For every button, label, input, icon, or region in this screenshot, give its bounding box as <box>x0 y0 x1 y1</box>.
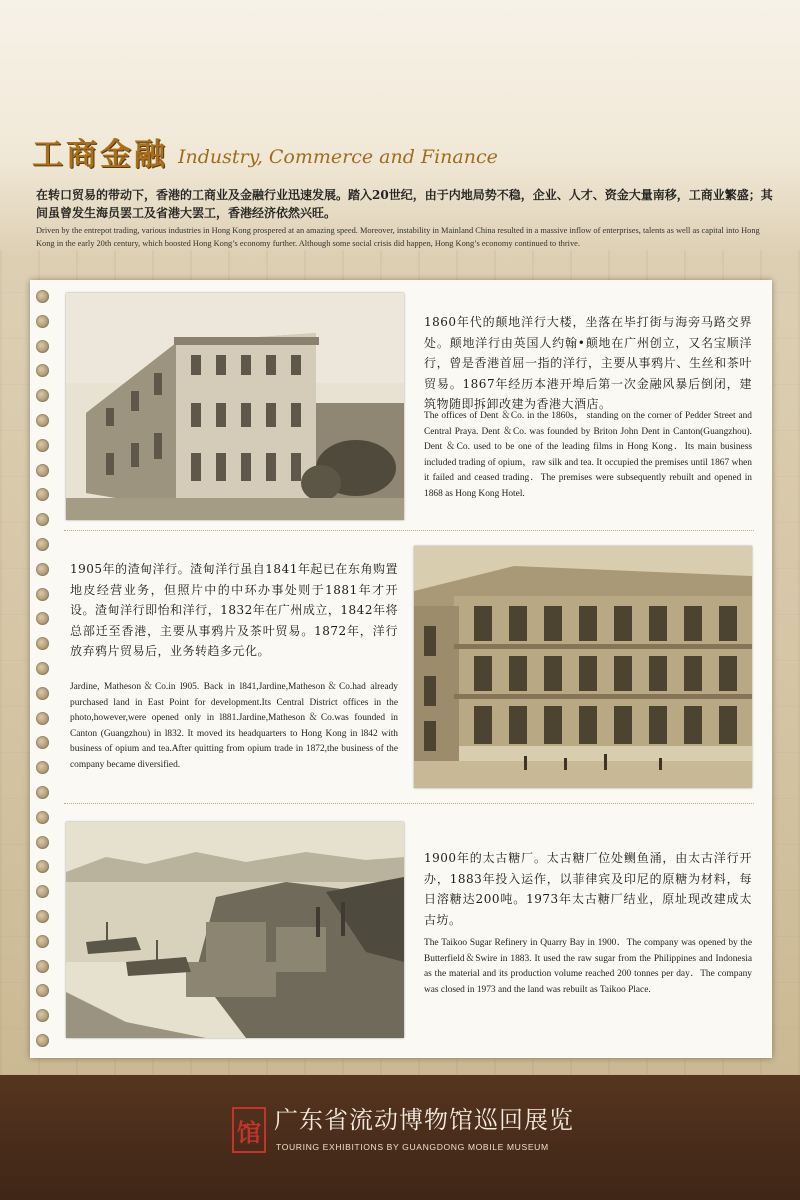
page-title <box>32 134 498 174</box>
binder-ring <box>36 1034 49 1047</box>
binder-ring <box>36 786 49 799</box>
binder-ring <box>36 712 49 725</box>
caption-english-2: Jardine, Matheson＆Co.in l905. Back in l841,Jardine,Matheson＆Co.had already purchased land in East Point for development.Its Central District offices in the photo,however,were opened only in l881.Jardine,Matheson＆Co.was founded in Canton (Guangzhou) in l832. It moved its headquarters to Hong Kong in l842 with business of opium and tea.After quitting from opium trade in 1872,the business of the company became diversified. <box>70 682 398 770</box>
binder-ring <box>36 935 49 948</box>
photo-dent-co-building <box>66 293 404 520</box>
photo-taikoo-sugar-refinery <box>66 822 404 1038</box>
title-english: Industry, Commerce and Finance <box>178 146 498 168</box>
binder-ring <box>36 315 49 328</box>
caption-chinese-2: 1905年的渣甸洋行。渣甸洋行虽自1841年起已在东角购置地皮经营业务，但照片中的中环办事处则于1881年才开设。渣甸洋行即怡和洋行，1832年在广州成立，1842年将总部迁至香港，主要从事鸦片及茶叶贸易。1872年，洋行放弃鸦片贸易后，业务转趋多元化。 <box>70 562 398 658</box>
binder-ring <box>36 910 49 923</box>
binder-ring <box>36 811 49 824</box>
binder-ring <box>36 736 49 749</box>
caption-chinese-3: 1900年的太古糖厂。太古糖厂位处鲗鱼涌，由太古洋行开办，1883年投入运作，以菲律宾及印尼的原糖为材料，每日溶糖达200吨。1973年太古糖厂结业，原址现改建成太古坊。 <box>424 851 752 927</box>
binder-ring <box>36 439 49 452</box>
binder-ring <box>36 414 49 427</box>
section-divider <box>64 803 754 804</box>
intro-english: Driven by the entrepot trading, various industries in Hong Kong prospered at an amazing speed. Moreover, instability in Mainland China resulted in a massive inflow of enterprises, talents as well as capital into Hong Kong in the early 20th century, which boosted Hong Kong’s economy further. Although some social crisis did happen, Hong Kong’s economy continued to thrive. <box>36 226 760 248</box>
museum-name-chinese: 广东省流动博物馆巡回展览 <box>274 1106 574 1134</box>
caption-english-3: The Taikoo Sugar Refinery in Quarry Bay in 1900．The company was opened by the Butterfield＆Swire in 1883. It used the raw sugar from the Philippines and Indonesia as the material and its production volume reached 200 tonnes per day．The company was closed in 1973 and the land was rebuilt as Taikoo Place. <box>424 938 752 995</box>
binder-ring <box>36 885 49 898</box>
binder-ring <box>36 687 49 700</box>
binder-ring <box>36 588 49 601</box>
binder-ring <box>36 364 49 377</box>
museum-seal-logo <box>232 1107 266 1153</box>
binder-ring <box>36 340 49 353</box>
title-chinese: 工商金融 <box>32 137 168 173</box>
binder-ring <box>36 389 49 402</box>
binder-ring <box>36 1009 49 1022</box>
binder-ring <box>36 538 49 551</box>
binder-ring <box>36 488 49 501</box>
binder-ring <box>36 637 49 650</box>
binder-ring <box>36 290 49 303</box>
binder-ring <box>36 563 49 576</box>
binder-ring <box>36 836 49 849</box>
binder-ring <box>36 984 49 997</box>
binder-ring <box>36 960 49 973</box>
museum-name-english: TOURING EXHIBITIONS BY GUANGDONG MOBILE MUSEUM <box>276 1142 549 1152</box>
binder-ring <box>36 662 49 675</box>
binder-ring <box>36 612 49 625</box>
binder-ring <box>36 761 49 774</box>
section-divider <box>64 530 754 531</box>
caption-english-1: The offices of Dent ＆Co. in the 1860s， standing on the corner of Pedder Street and Central Praya. Dent ＆Co. was founded by Briton John Dent in Canton(Guangzhou). Dent ＆Co. used to be one of the leading films in Hong Kong．Its main business included trading of opium，raw silk and tea. It occupied the premises until 1867 when it failed and ceased trading．The premises were subsequently rebuilt and opened in 1868 as Hong Kong Hotel. <box>424 411 752 499</box>
photo-jardine-matheson-building <box>414 546 752 788</box>
footer-bar <box>0 1075 800 1200</box>
caption-chinese-1: 1860年代的颠地洋行大楼，坐落在毕打街与海旁马路交界处。颠地洋行由英国人约翰•颠地在广州创立，又名宝顺洋行，曾是香港首屈一指的洋行，主要从事鸦片、生丝和茶叶贸易。1867年经历本港开埠后第一次金融风暴后倒闭，建筑物随即拆卸改建为香港大酒店。 <box>424 315 752 411</box>
binder-ring <box>36 860 49 873</box>
intro-chinese: 在转口贸易的带动下，香港的工商业及金融行业迅速发展。踏入20世纪，由于内地局势不稳，企业、人才、资金大量南移，工商业繁盛；其间虽曾发生海员罢工及省港大罢工，香港经济依然兴旺。 <box>36 188 773 220</box>
binder-ring <box>36 464 49 477</box>
museum-seal-char: 馆 <box>237 1117 261 1147</box>
binder-rings <box>36 290 52 1060</box>
binder-ring <box>36 513 49 526</box>
